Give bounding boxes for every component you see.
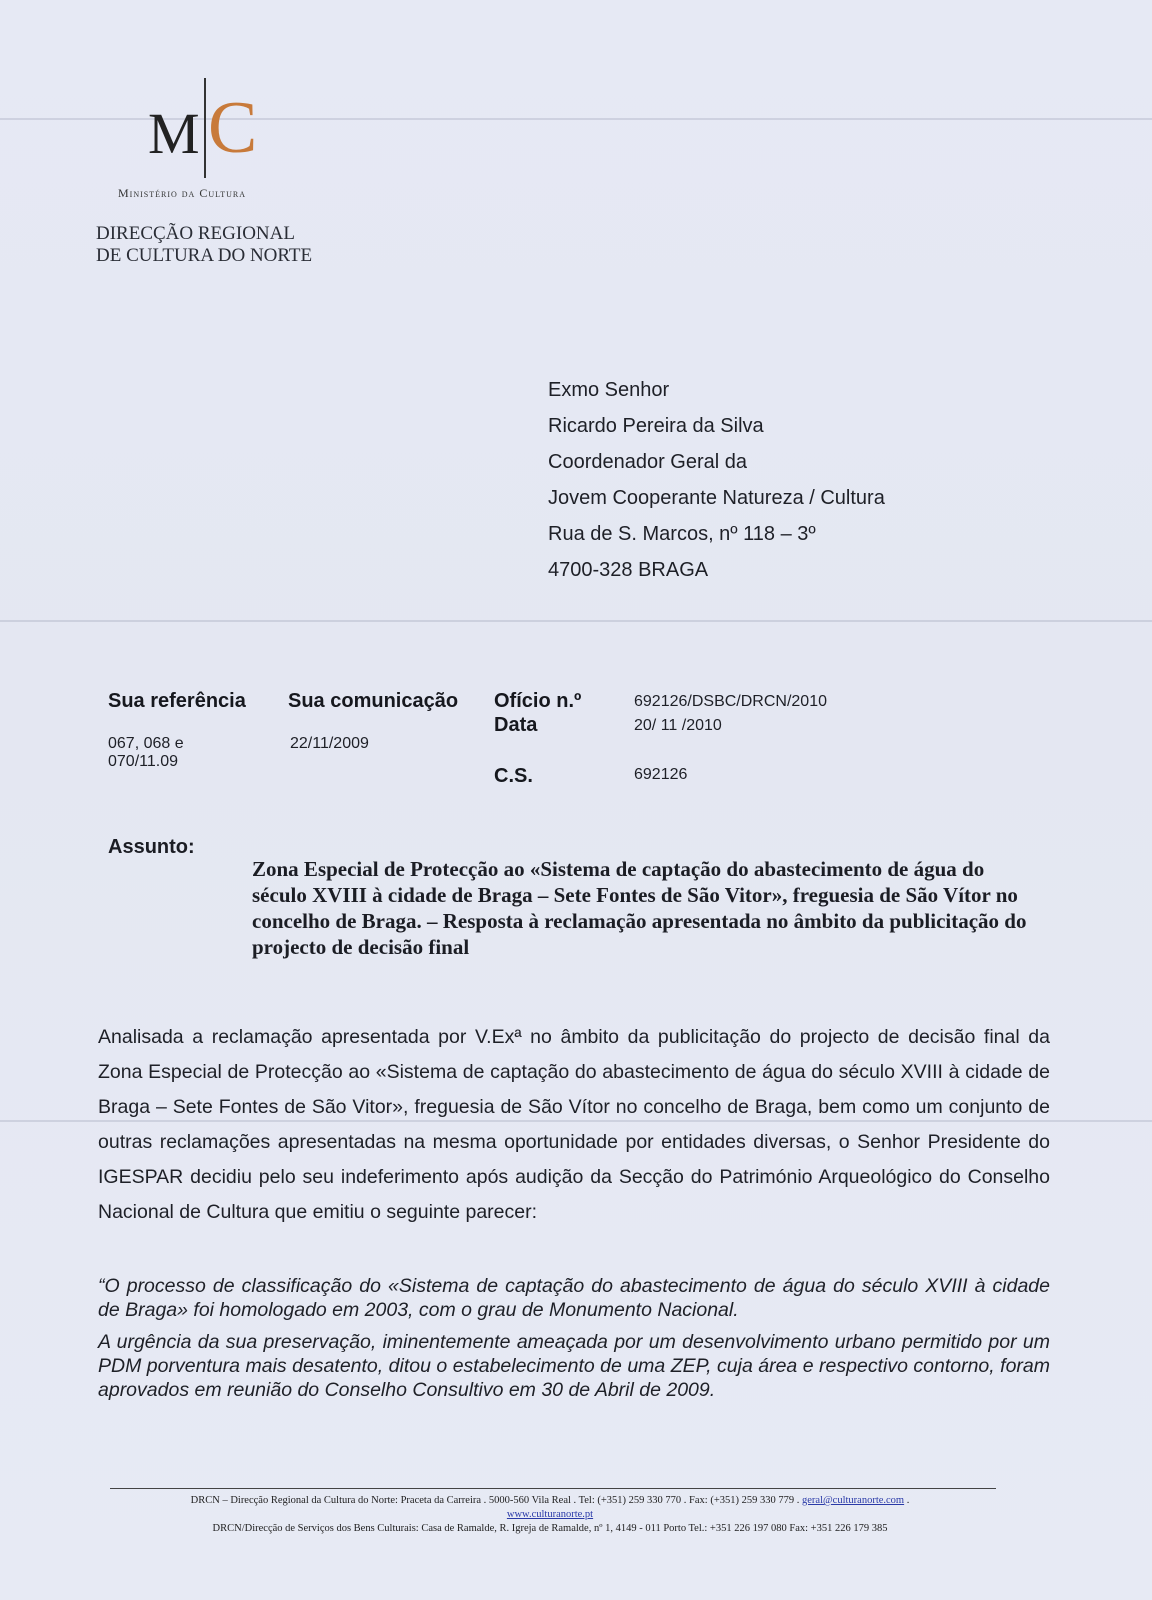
footer-line-1-text: DRCN – Direcção Regional da Cultura do Norte: Praceta da Carreira . 5000-560 Vila Real . Tel: (+351) 259 330 770 . Fax: (+351) 259 330 779 . xyxy=(190,1495,800,1506)
cs-value: 692126 xyxy=(634,766,688,783)
oficio-label: Ofício n.º xyxy=(494,690,582,712)
region-line-2: DE CULTURA DO NORTE xyxy=(96,245,313,266)
footer-website-link[interactable]: www.culturanorte.pt xyxy=(506,1509,594,1520)
sua-referencia-value-1: 067, 068 e xyxy=(108,735,184,752)
recipient-line: Ricardo Pereira da Silva xyxy=(548,415,764,437)
footer-email-link[interactable]: geral@culturanorte.com xyxy=(802,1495,905,1506)
footer-divider xyxy=(110,1488,996,1489)
paper-fold-middle xyxy=(0,620,1152,622)
recipient-address xyxy=(548,372,885,588)
region-line-1: DIRECÇÃO REGIONAL xyxy=(96,223,295,244)
ministry-logo xyxy=(140,78,280,178)
recipient-line: Coordenador Geral da xyxy=(548,451,748,473)
quote-paragraph-1: “O processo de classificação do «Sistema de captação do abastecimento de água do século XVIII à cidade de Braga» foi homologado em 2003, com o grau de Monumento Nacional. xyxy=(98,1275,1050,1321)
cs-label: C.S. xyxy=(494,765,533,787)
recipient-line: Exmo Senhor xyxy=(548,379,670,401)
oficio-value: 692126/DSBC/DRCN/2010 xyxy=(634,693,827,710)
footer xyxy=(100,1494,1000,1536)
sua-comunicacao-label: Sua comunicação xyxy=(288,690,459,712)
footer-line-1 xyxy=(100,1494,1000,1508)
sua-comunicacao-value: 22/11/2009 xyxy=(290,735,369,752)
sua-referencia-value-2: 070/11.09 xyxy=(108,753,178,770)
subject-text: Zona Especial de Protecção ao «Sistema de captação do abastecimento de água do século XVIII à cidade de Braga – Sete Fontes de São Vitor», freguesia de São Vítor no concelho de Braga. – Resposta à reclamação apresentada no âmbito da publicitação do projecto de decisão final xyxy=(252,857,1027,959)
logo-letter-m: M xyxy=(148,101,200,166)
logo-divider xyxy=(204,78,206,178)
body-paragraph: Analisada a reclamação apresentada por V.Exª no âmbito da publicitação do projecto de decisão final da Zona Especial de Protecção ao «Sistema de captação do abastecimento de água do século XVIII à cidade de Braga – Sete Fontes de São Vitor», freguesia de São Vítor no concelho de Braga, bem como um conjunto de outras reclamações apresentadas na mesma oportunidade por entidades diversas, o Senhor Presidente do IGESPAR decidiu pelo seu indeferimento após audição da Secção do Património Arqueológico do Conselho Nacional de Cultura que emitiu o seguinte parecer: xyxy=(98,1026,1050,1223)
footer-line-2 xyxy=(100,1508,1000,1522)
footer-line-1-end: . xyxy=(906,1495,910,1506)
ministry-name: Ministério da Cultura xyxy=(118,186,247,200)
footer-line-3: DRCN/Direcção de Serviços dos Bens Culturais: Casa de Ramalde, R. Igreja de Ramalde, nº 1, 4149 - 011 Porto Tel.: +351 226 197 080 Fax: +351 226 179 385 xyxy=(212,1523,888,1534)
data-value: 20/ 11 /2010 xyxy=(634,717,722,734)
recipient-line: 4700-328 BRAGA xyxy=(548,559,709,581)
data-label: Data xyxy=(494,714,538,736)
quote-paragraph-2: A urgência da sua preservação, iminentemente ameaçada por um desenvolvimento urbano permitido por um PDM porventura mais desatento, ditou o estabelecimento de uma ZEP, cuja área e respectivo contorno, foram aprovados em reunião do Conselho Consultivo em 30 de Abril de 2009. xyxy=(98,1331,1050,1401)
recipient-line: Jovem Cooperante Natureza / Cultura xyxy=(548,487,885,509)
quoted-opinion xyxy=(98,1274,1050,1410)
regional-directorate xyxy=(96,223,312,267)
recipient-line: Rua de S. Marcos, nº 118 – 3º xyxy=(548,523,816,545)
subject-label: Assunto: xyxy=(108,836,195,858)
sua-referencia-label: Sua referência xyxy=(108,690,246,712)
logo-letter-c: C xyxy=(208,87,258,169)
